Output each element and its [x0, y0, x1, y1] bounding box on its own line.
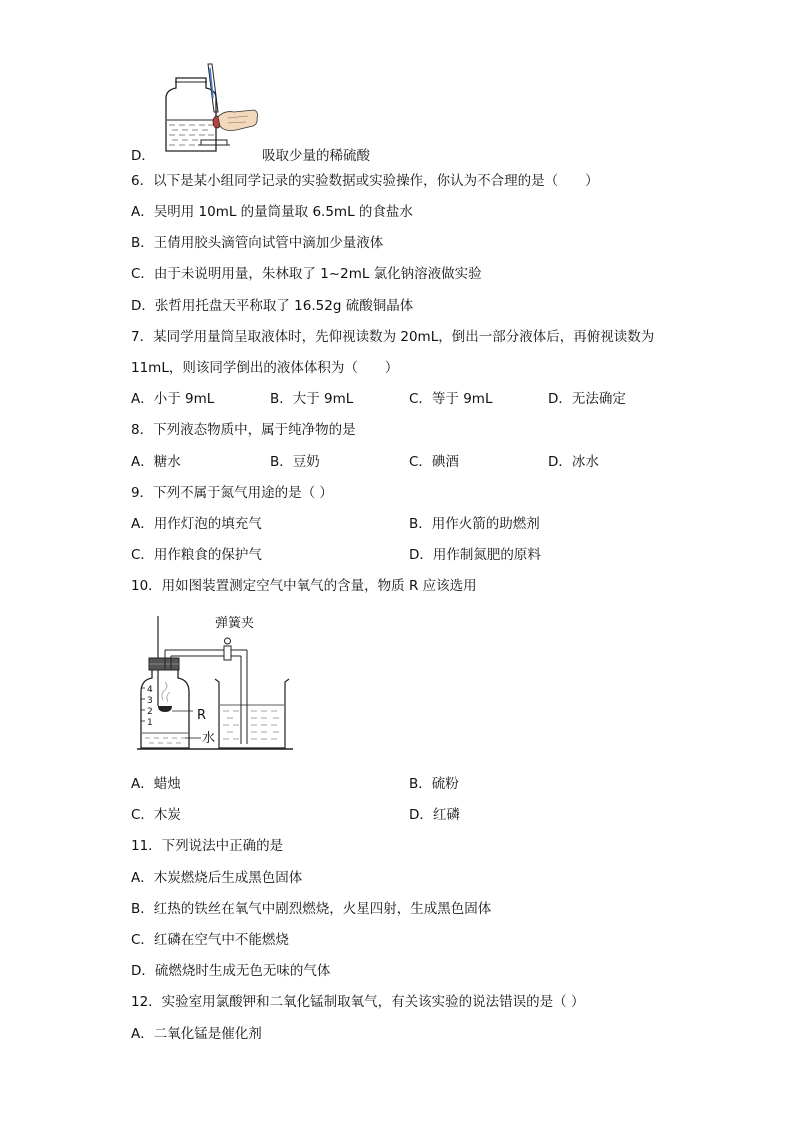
q6-stem: 6．以下是某小组同学记录的实验数据或实验操作，你认为不合理的是（ ）	[131, 173, 599, 189]
q10-option-a: A．蜡烛	[131, 776, 181, 792]
q6-option-c: C．由于未说明用量，朱林取了 1~2mL 氯化钠溶液做实验	[131, 266, 482, 282]
clamp-label: 弹簧夹	[215, 616, 255, 631]
q6-option-b: B．王倩用胶头滴管向试管中滴加少量液体	[131, 235, 384, 251]
q11-option-c: C．红磷在空气中不能燃烧	[131, 932, 289, 948]
q8-option-c: C．碘酒	[409, 454, 459, 470]
q12-option-a: A．二氧化锰是催化剂	[131, 1026, 262, 1042]
svg-text:2: 2	[147, 707, 153, 717]
q11-option-d: D．硫燃烧时生成无色无味的气体	[131, 963, 331, 979]
q8-option-a: A．糖水	[131, 454, 181, 470]
q9-option-c: C．用作粮食的保护气	[131, 547, 262, 563]
q6-option-a: A．吴明用 10mL 的量筒量取 6.5mL 的食盐水	[131, 204, 413, 220]
q8-option-d: D．冰水	[548, 454, 599, 470]
q5-option-d-label: D．	[131, 148, 155, 164]
q10-option-b: B．硫粉	[409, 776, 459, 792]
svg-text:1: 1	[147, 718, 153, 728]
svg-text:4: 4	[147, 685, 153, 695]
q7-stem-line1: 7．某同学用量筒呈取液体时，先仰视读数为 20mL，倒出一部分液体后，再俯视读数为	[131, 329, 655, 345]
q10-stem: 10．用如图装置测定空气中氧气的含量，物质 R 应该选用	[131, 578, 477, 594]
r-label: R	[197, 708, 207, 723]
q11-stem: 11．下列说法中正确的是	[131, 838, 284, 854]
q6-option-d: D．张哲用托盘天平称取了 16.52g 硫酸铜晶体	[131, 298, 414, 314]
q12-stem: 12．实验室用氯酸钾和二氧化锰制取氧气，有关该实验的说法错误的是（ ）	[131, 994, 585, 1010]
q7-option-c: C．等于 9mL	[409, 391, 493, 407]
q8-option-b: B．豆奶	[270, 454, 320, 470]
bottle-dropper-figure	[158, 62, 262, 154]
q9-option-d: D．用作制氮肥的原料	[409, 547, 541, 563]
q7-option-b: B．大于 9mL	[270, 391, 354, 407]
q5-option-d-text: 吸取少量的稀硫酸	[262, 148, 370, 164]
q11-option-a: A．木炭燃烧后生成黑色固体	[131, 870, 303, 886]
water-label: 水	[202, 731, 216, 746]
q7-option-d: D．无法确定	[548, 391, 626, 407]
q7-option-a: A．小于 9mL	[131, 391, 215, 407]
q11-option-b: B．红热的铁丝在氧气中剧烈燃烧，火星四射，生成黑色固体	[131, 901, 492, 917]
q10-option-d: D．红磷	[409, 807, 460, 823]
q7-stem-line2: 11mL，则该同学倒出的液体体积为（ ）	[131, 360, 399, 376]
q9-option-b: B．用作火箭的助燃剂	[409, 516, 540, 532]
svg-text:3: 3	[147, 696, 153, 706]
oxygen-measurement-apparatus-figure	[135, 608, 295, 753]
q8-stem: 8．下列液态物质中，属于纯净物的是	[131, 422, 356, 438]
q10-option-c: C．木炭	[131, 807, 181, 823]
q9-stem: 9．下列不属于氮气用途的是（ ）	[131, 485, 333, 501]
q9-option-a: A．用作灯泡的填充气	[131, 516, 262, 532]
